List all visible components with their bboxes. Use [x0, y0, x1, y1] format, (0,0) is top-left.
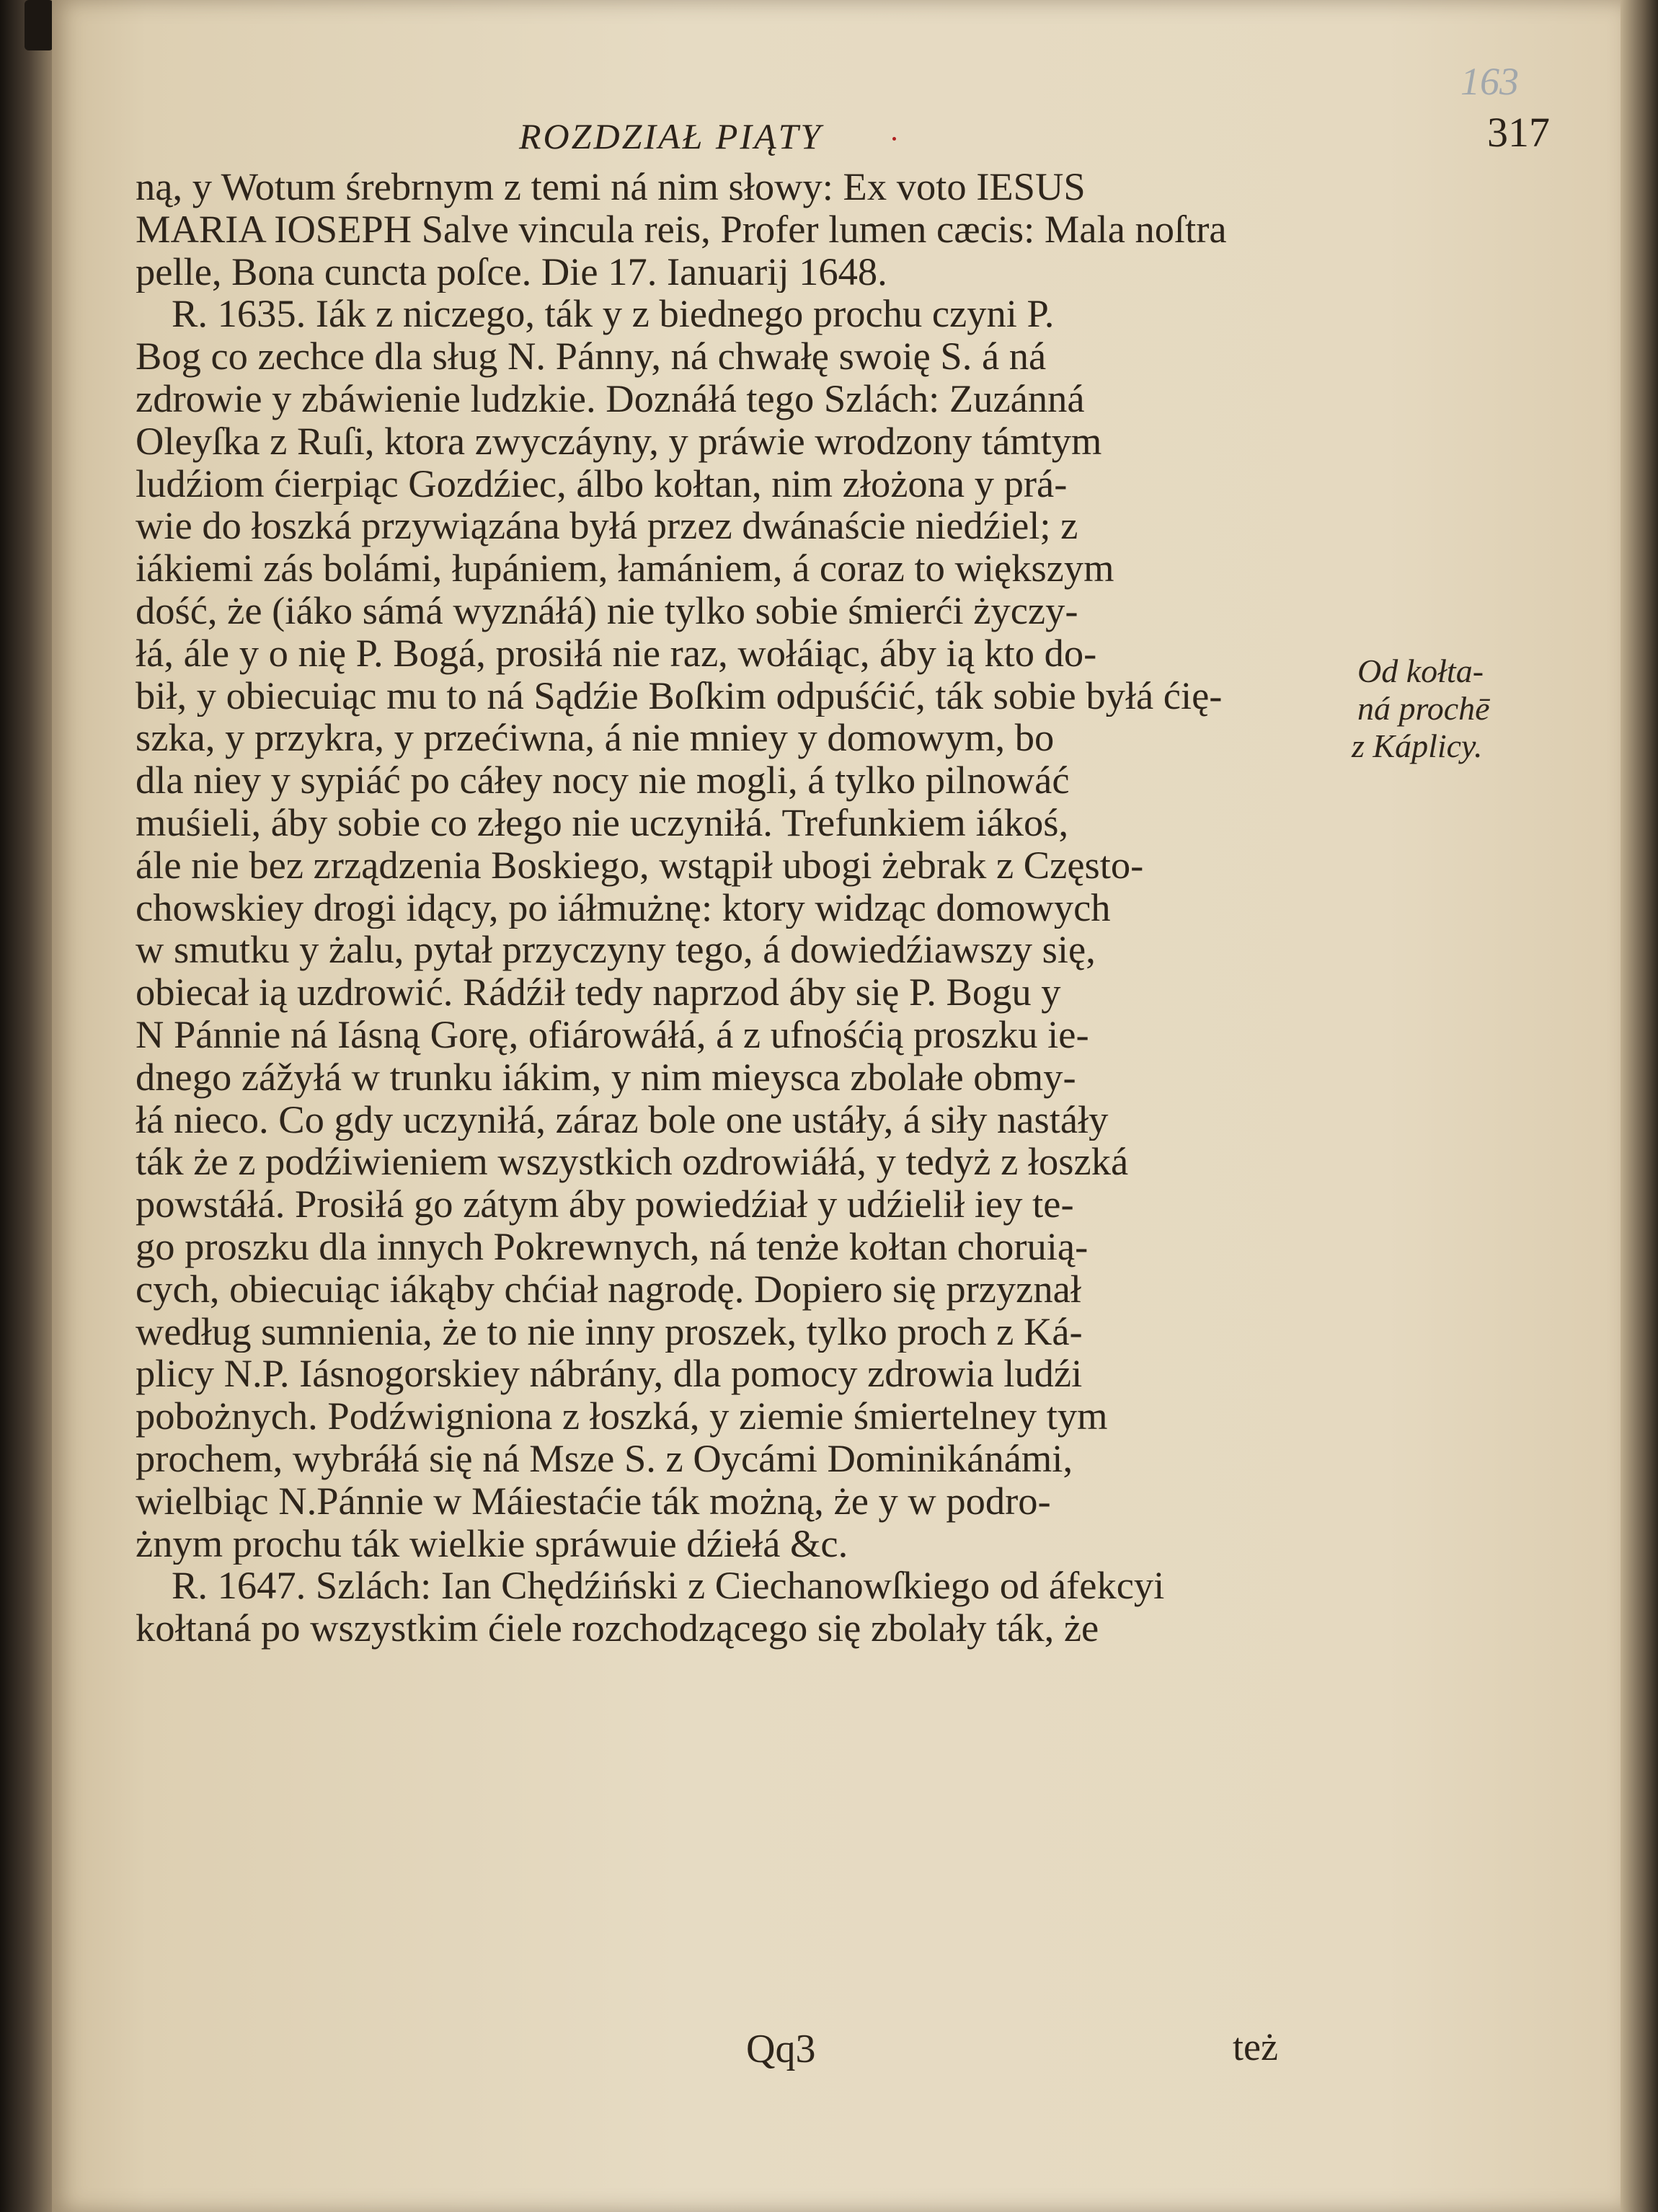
binding-edge [0, 0, 52, 2212]
text-line: N Pánnie ná Iásną Gorę, ofiárowáłá, á z ufnośćią proszku ie- [136, 1013, 1089, 1056]
text-line: ną, y Wotum śrebrnym z temi ná nim słowy: Ex voto IESUS [136, 166, 1086, 208]
text-line: wielbiąc N.Pánnie w Máiestaćie ták możną, że y w podro- [136, 1479, 1051, 1523]
text-line: pelle, Bona cuncta poſce. Die 17. Ianuarij 1648. [136, 250, 887, 293]
text-line: łá nieco. Co gdy uczyniłá, záraz bole one ustáły, á siły nastáły [136, 1098, 1109, 1141]
text-line: obiecał ią uzdrowić. Rádźił tedy naprzod áby się P. Bogu y [136, 971, 1061, 1014]
text-line: R. 1647. Szlách: Ian Chędźiński z Ciechanowſkiego od áfekcyi [172, 1565, 1165, 1608]
running-title: ROZDZIAŁ PIĄTY [519, 116, 823, 156]
text-line: pobożnych. Podźwigniona z łoszká, y ziemie śmiertelney tym [136, 1395, 1108, 1438]
text-line: zdrowie y zbáwienie ludzkie. Doznáłá tego Szlách: Zuzánná [136, 377, 1085, 420]
text-line: MARIA IOSEPH Salve vincula reis, Profer lumen cæcis: Mala noſtra [136, 208, 1227, 251]
text-line: kołtaná po wszystkim ćiele rozchodzącego się zbolały ták, że [136, 1607, 1099, 1650]
pencil-folio-number: 163 [1460, 60, 1519, 103]
marginal-note-line: Od kołta- [1357, 652, 1484, 689]
catchword: też [1233, 2025, 1278, 2069]
text-line: szka, y przykra, y przećiwna, á nie mniey y domowym, bo [136, 717, 1055, 760]
text-line: ludźiom ćierpiąc Gozdźiec, álbo kołtan, nim złożona y prá- [136, 462, 1068, 505]
text-line: wie do łoszká przywiązána byłá przez dwánaście niedźiel; z [136, 505, 1078, 548]
text-line: ták że z podźiwieniem wszystkich ozdrowiáłá, y tedyż z łoszká [136, 1141, 1129, 1184]
marginal-note [1352, 652, 1532, 765]
text-line: powstáłá. Prosiłá go zátym áby powiedźiał y udźielił iey te- [136, 1183, 1074, 1226]
text-line: w smutku y żalu, pytał przyczyny tego, á dowiedźiawszy się, [136, 929, 1096, 972]
text-line: Oleyſka z Ruſi, ktora zwyczáyny, y práwie wrodzony támtym [136, 420, 1102, 463]
binding-clip [25, 0, 53, 50]
body-text [136, 166, 1361, 1650]
text-line: ále nie bez zrządzenia Boskiego, wstąpił ubogi żebrak z Często- [136, 844, 1144, 887]
text-line: plicy N.P. Iásnogorskiey nábrány, dla pomocy zdrowia ludźi [136, 1353, 1083, 1396]
marginal-note-line: z Káplicy. [1352, 727, 1483, 764]
text-line: według sumnienia, że to nie inny proszek, tylko proch z Ká- [136, 1310, 1083, 1353]
text-line: dla niey y sypiáć po cáłey nocy nie mogli, á tylko pilnowáć [136, 759, 1070, 802]
page-number: 317 [1487, 109, 1550, 156]
text-line: R. 1635. Iák z niczego, ták y z biednego prochu czyni P. [172, 293, 1055, 336]
text-line: dnego zážyłá w trunku iákim, y nim mieysca zbolałe obmy- [136, 1056, 1076, 1099]
text-line: iákiemi zás bolámi, łupániem, łamániem, á coraz to większym [136, 547, 1114, 590]
text-line: dość, że (iáko sámá wyznáłá) nie tylko sobie śmierći życzy- [136, 589, 1078, 632]
signature-mark: Qq3 [746, 2027, 816, 2071]
text-line: prochem, wybráłá się ná Msze S. z Oycámi Dominikánámi, [136, 1437, 1073, 1480]
text-line: Bog co zechce dla sług N. Pánny, ná chwałę swoię S. á ná [136, 335, 1047, 378]
text-line: go proszku dla innych Pokrewnych, ná tenże kołtan choruią- [136, 1225, 1089, 1268]
marginal-note-line: ná prochē [1357, 690, 1490, 727]
page-edge-shadow [1621, 0, 1658, 2212]
text-line: cych, obiecuiąc iákąby chćiał nagrodę. Dopiero się przyznał [136, 1268, 1081, 1311]
text-line: chowskiey drogi idący, po iáłmużnę: ktory widząc domowych [136, 886, 1111, 929]
text-line: muśieli, áby sobie co złego nie uczyniłá. Trefunkiem iákoś, [136, 801, 1069, 844]
text-line: łá, ále y o nię P. Bogá, prosiłá nie raz, wołáiąc, áby ią kto do- [136, 632, 1097, 675]
text-line: bił, y obiecuiąc mu to ná Sądźie Boſkim odpuśćić, ták sobie byłá ćię- [136, 674, 1223, 717]
text-line: żnym prochu ták wielkie spráwuie dźiełá &c. [136, 1522, 848, 1565]
